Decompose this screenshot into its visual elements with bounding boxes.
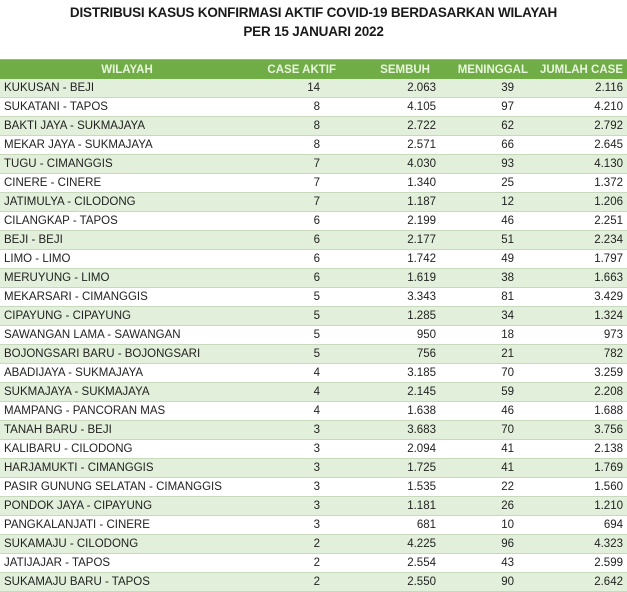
cell-jumlah-case: 782 bbox=[534, 345, 627, 364]
cell-meninggal: 96 bbox=[440, 535, 534, 554]
cell-sembuh: 2.571 bbox=[350, 136, 440, 155]
cell-case-aktif: 3 bbox=[254, 421, 350, 440]
cell-meninggal: 34 bbox=[440, 307, 534, 326]
cell-case-aktif: 6 bbox=[254, 231, 350, 250]
cell-sembuh: 4.030 bbox=[350, 155, 440, 174]
cell-sembuh: 3.683 bbox=[350, 421, 440, 440]
cell-jumlah-case: 2.792 bbox=[534, 117, 627, 136]
table-row bbox=[0, 535, 627, 554]
cell-sembuh: 2.722 bbox=[350, 117, 440, 136]
cell-jumlah-case: 1.324 bbox=[534, 307, 627, 326]
cell-wilayah: SAWANGAN LAMA - SAWANGAN bbox=[0, 326, 254, 345]
cell-meninggal: 41 bbox=[440, 459, 534, 478]
table-row bbox=[0, 497, 627, 516]
table-row bbox=[0, 402, 627, 421]
table-row bbox=[0, 421, 627, 440]
cell-wilayah: PANGKALANJATI - CINERE bbox=[0, 516, 254, 535]
cell-wilayah: BEJI - BEJI bbox=[0, 231, 254, 250]
cell-jumlah-case: 1.372 bbox=[534, 174, 627, 193]
cell-jumlah-case: 4.130 bbox=[534, 155, 627, 174]
page-title: DISTRIBUSI KASUS KONFIRMASI AKTIF COVID-19 BERDASARKAN WILAYAH bbox=[69, 5, 558, 20]
table-row bbox=[0, 364, 627, 383]
cell-meninggal: 59 bbox=[440, 383, 534, 402]
header-wilayah: WILAYAH bbox=[0, 60, 254, 80]
cell-jumlah-case: 3.756 bbox=[534, 421, 627, 440]
table-header-row bbox=[0, 60, 627, 80]
table-row bbox=[0, 288, 627, 307]
cell-sembuh: 2.177 bbox=[350, 231, 440, 250]
cell-case-aktif: 7 bbox=[254, 174, 350, 193]
cell-meninggal: 18 bbox=[440, 326, 534, 345]
cell-wilayah: SUKAMAJU - CILODONG bbox=[0, 535, 254, 554]
table-row bbox=[0, 212, 627, 231]
cell-sembuh: 681 bbox=[350, 516, 440, 535]
table-row bbox=[0, 269, 627, 288]
cell-meninggal: 12 bbox=[440, 193, 534, 212]
cell-case-aktif: 6 bbox=[254, 212, 350, 231]
cell-case-aktif: 14 bbox=[254, 79, 350, 98]
cell-jumlah-case: 3.429 bbox=[534, 288, 627, 307]
cell-sembuh: 2.145 bbox=[350, 383, 440, 402]
cell-meninggal: 41 bbox=[440, 440, 534, 459]
cell-jumlah-case: 1.797 bbox=[534, 250, 627, 269]
cell-wilayah: BAKTI JAYA - SUKMAJAYA bbox=[0, 117, 254, 136]
cell-case-aktif: 4 bbox=[254, 383, 350, 402]
cell-meninggal: 49 bbox=[440, 250, 534, 269]
table-row bbox=[0, 231, 627, 250]
cell-case-aktif: 5 bbox=[254, 307, 350, 326]
cell-sembuh: 2.550 bbox=[350, 573, 440, 592]
cell-meninggal: 38 bbox=[440, 269, 534, 288]
cell-sembuh: 3.185 bbox=[350, 364, 440, 383]
cell-case-aktif: 3 bbox=[254, 497, 350, 516]
cell-sembuh: 2.063 bbox=[350, 79, 440, 98]
cell-wilayah: JATIJAJAR - TAPOS bbox=[0, 554, 254, 573]
header-jumlah-case: JUMLAH CASE bbox=[534, 60, 627, 80]
cell-meninggal: 26 bbox=[440, 497, 534, 516]
cell-sembuh: 1.638 bbox=[350, 402, 440, 421]
table-row bbox=[0, 193, 627, 212]
cell-case-aktif: 3 bbox=[254, 459, 350, 478]
cell-jumlah-case: 2.599 bbox=[534, 554, 627, 573]
cell-wilayah: MAMPANG - PANCORAN MAS bbox=[0, 402, 254, 421]
cell-wilayah: BOJONGSARI BARU - BOJONGSARI bbox=[0, 345, 254, 364]
cell-wilayah: KUKUSAN - BEJI bbox=[0, 79, 254, 98]
cell-wilayah: JATIMULYA - CILODONG bbox=[0, 193, 254, 212]
cell-sembuh: 1.619 bbox=[350, 269, 440, 288]
cell-case-aktif: 5 bbox=[254, 345, 350, 364]
cell-sembuh: 4.225 bbox=[350, 535, 440, 554]
covid-distribution-table bbox=[0, 59, 627, 592]
cell-meninggal: 62 bbox=[440, 117, 534, 136]
cell-meninggal: 81 bbox=[440, 288, 534, 307]
table-row bbox=[0, 117, 627, 136]
cell-jumlah-case: 2.645 bbox=[534, 136, 627, 155]
cell-wilayah: TUGU - CIMANGGIS bbox=[0, 155, 254, 174]
cell-case-aktif: 3 bbox=[254, 478, 350, 497]
cell-wilayah: SUKATANI - TAPOS bbox=[0, 98, 254, 117]
table-row bbox=[0, 573, 627, 592]
cell-wilayah: HARJAMUKTI - CIMANGGIS bbox=[0, 459, 254, 478]
cell-sembuh: 1.725 bbox=[350, 459, 440, 478]
cell-meninggal: 70 bbox=[440, 364, 534, 383]
cell-jumlah-case: 2.234 bbox=[534, 231, 627, 250]
cell-case-aktif: 2 bbox=[254, 554, 350, 573]
cell-jumlah-case: 1.663 bbox=[534, 269, 627, 288]
cell-sembuh: 1.742 bbox=[350, 250, 440, 269]
cell-jumlah-case: 694 bbox=[534, 516, 627, 535]
cell-case-aktif: 5 bbox=[254, 288, 350, 307]
cell-wilayah: LIMO - LIMO bbox=[0, 250, 254, 269]
cell-jumlah-case: 3.259 bbox=[534, 364, 627, 383]
cell-jumlah-case: 2.138 bbox=[534, 440, 627, 459]
cell-jumlah-case: 4.323 bbox=[534, 535, 627, 554]
cell-wilayah: SUKMAJAYA - SUKMAJAYA bbox=[0, 383, 254, 402]
cell-sembuh: 950 bbox=[350, 326, 440, 345]
table-row bbox=[0, 326, 627, 345]
table-row bbox=[0, 554, 627, 573]
cell-jumlah-case: 2.208 bbox=[534, 383, 627, 402]
cell-sembuh: 1.187 bbox=[350, 193, 440, 212]
table-row bbox=[0, 459, 627, 478]
cell-wilayah: MERUYUNG - LIMO bbox=[0, 269, 254, 288]
cell-case-aktif: 8 bbox=[254, 117, 350, 136]
cell-wilayah: SUKAMAJU BARU - TAPOS bbox=[0, 573, 254, 592]
cell-meninggal: 93 bbox=[440, 155, 534, 174]
table-row bbox=[0, 250, 627, 269]
cell-case-aktif: 7 bbox=[254, 193, 350, 212]
cell-jumlah-case: 2.251 bbox=[534, 212, 627, 231]
cell-wilayah: CILANGKAP - TAPOS bbox=[0, 212, 254, 231]
cell-jumlah-case: 973 bbox=[534, 326, 627, 345]
cell-wilayah: MEKAR JAYA - SUKMAJAYA bbox=[0, 136, 254, 155]
header-case-aktif: CASE AKTIF bbox=[254, 60, 350, 80]
header-sembuh: SEMBUH bbox=[350, 60, 440, 80]
cell-wilayah: CINERE - CINERE bbox=[0, 174, 254, 193]
cell-sembuh: 1.181 bbox=[350, 497, 440, 516]
cell-wilayah: ABADIJAYA - SUKMAJAYA bbox=[0, 364, 254, 383]
cell-meninggal: 22 bbox=[440, 478, 534, 497]
cell-meninggal: 90 bbox=[440, 573, 534, 592]
cell-sembuh: 2.199 bbox=[350, 212, 440, 231]
cell-jumlah-case: 1.560 bbox=[534, 478, 627, 497]
cell-jumlah-case: 4.210 bbox=[534, 98, 627, 117]
table-row bbox=[0, 383, 627, 402]
cell-case-aktif: 2 bbox=[254, 573, 350, 592]
table-row bbox=[0, 174, 627, 193]
table-row bbox=[0, 79, 627, 98]
cell-meninggal: 25 bbox=[440, 174, 534, 193]
table-row bbox=[0, 516, 627, 535]
cell-case-aktif: 7 bbox=[254, 155, 350, 174]
cell-case-aktif: 4 bbox=[254, 364, 350, 383]
table-row bbox=[0, 440, 627, 459]
cell-meninggal: 46 bbox=[440, 212, 534, 231]
cell-wilayah: PONDOK JAYA - CIPAYUNG bbox=[0, 497, 254, 516]
cell-sembuh: 756 bbox=[350, 345, 440, 364]
cell-sembuh: 3.343 bbox=[350, 288, 440, 307]
cell-case-aktif: 6 bbox=[254, 269, 350, 288]
table-row bbox=[0, 98, 627, 117]
cell-meninggal: 46 bbox=[440, 402, 534, 421]
cell-meninggal: 66 bbox=[440, 136, 534, 155]
cell-meninggal: 21 bbox=[440, 345, 534, 364]
cell-meninggal: 39 bbox=[440, 79, 534, 98]
table-row bbox=[0, 136, 627, 155]
header-meninggal: MENINGGAL bbox=[440, 60, 534, 80]
table-row bbox=[0, 307, 627, 326]
cell-wilayah: TANAH BARU - BEJI bbox=[0, 421, 254, 440]
cell-wilayah: CIPAYUNG - CIPAYUNG bbox=[0, 307, 254, 326]
table-row bbox=[0, 345, 627, 364]
cell-jumlah-case: 2.116 bbox=[534, 79, 627, 98]
cell-meninggal: 10 bbox=[440, 516, 534, 535]
cell-case-aktif: 4 bbox=[254, 402, 350, 421]
cell-case-aktif: 3 bbox=[254, 440, 350, 459]
cell-sembuh: 2.094 bbox=[350, 440, 440, 459]
cell-case-aktif: 6 bbox=[254, 250, 350, 269]
cell-meninggal: 43 bbox=[440, 554, 534, 573]
cell-wilayah: KALIBARU - CILODONG bbox=[0, 440, 254, 459]
cell-jumlah-case: 1.206 bbox=[534, 193, 627, 212]
page-subtitle-date: PER 15 JANUARI 2022 bbox=[243, 24, 384, 39]
cell-jumlah-case: 1.688 bbox=[534, 402, 627, 421]
cell-jumlah-case: 1.210 bbox=[534, 497, 627, 516]
cell-case-aktif: 2 bbox=[254, 535, 350, 554]
cell-case-aktif: 8 bbox=[254, 98, 350, 117]
cell-case-aktif: 3 bbox=[254, 516, 350, 535]
cell-meninggal: 70 bbox=[440, 421, 534, 440]
cell-sembuh: 1.535 bbox=[350, 478, 440, 497]
cell-sembuh: 2.554 bbox=[350, 554, 440, 573]
table-row bbox=[0, 478, 627, 497]
cell-meninggal: 97 bbox=[440, 98, 534, 117]
cell-meninggal: 51 bbox=[440, 231, 534, 250]
cell-case-aktif: 8 bbox=[254, 136, 350, 155]
cell-sembuh: 4.105 bbox=[350, 98, 440, 117]
cell-sembuh: 1.340 bbox=[350, 174, 440, 193]
cell-wilayah: MEKARSARI - CIMANGGIS bbox=[0, 288, 254, 307]
table-row bbox=[0, 155, 627, 174]
cell-jumlah-case: 2.642 bbox=[534, 573, 627, 592]
cell-wilayah: PASIR GUNUNG SELATAN - CIMANGGIS bbox=[0, 478, 254, 497]
cell-case-aktif: 5 bbox=[254, 326, 350, 345]
cell-jumlah-case: 1.769 bbox=[534, 459, 627, 478]
cell-sembuh: 1.285 bbox=[350, 307, 440, 326]
